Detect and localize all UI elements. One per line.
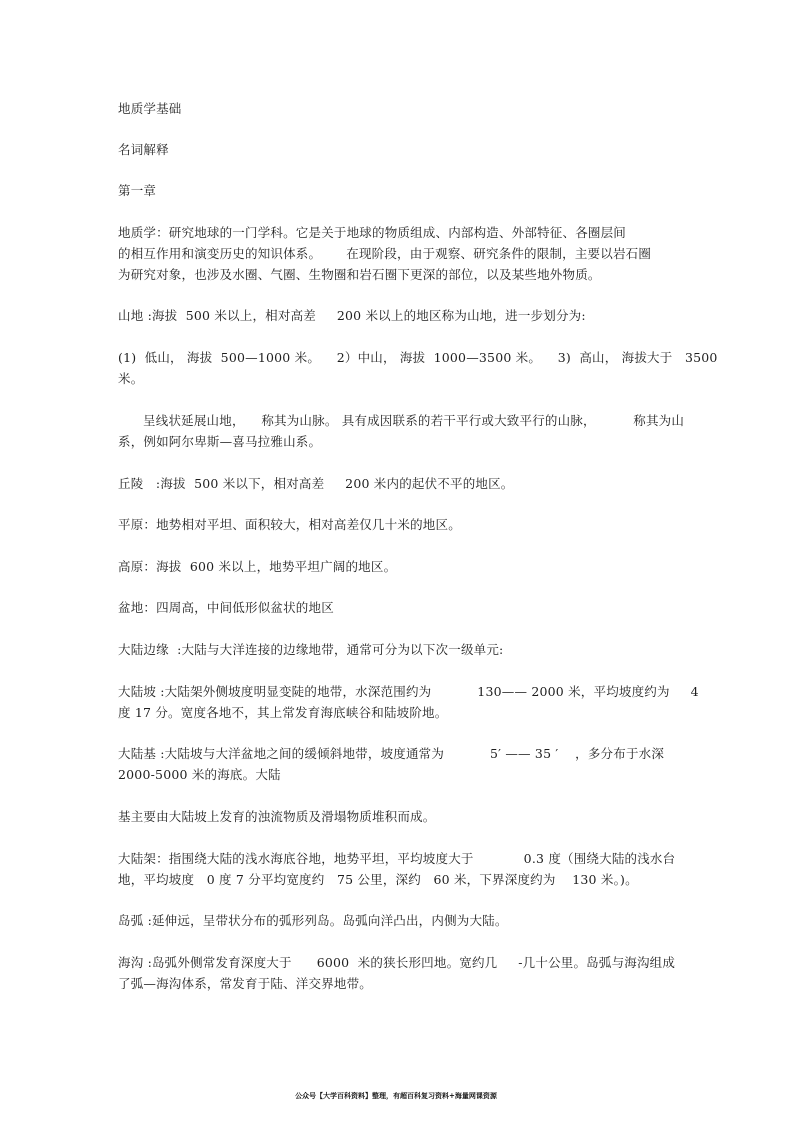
- paragraph-line: (1) 低山， 海拔 500—1000 米。 2）中山， 海拔 1000—3500 米。 3) 高山， 海拔大于 3500: [118, 350, 718, 365]
- paragraph-line: 大陆坡 :大陆架外侧坡度明显变陡的地带，水深范围约为 130—— 2000 米，平均坡度约为 4: [118, 684, 699, 699]
- paragraph-line: 高原：海拔 600 米以上，地势平坦广阔的地区。: [118, 559, 397, 574]
- paragraph-line: 大陆基 :大陆坡与大洋盆地之间的缓倾斜地带，坡度通常为 5′ —— 35 ′ ，多分布于水深: [118, 746, 665, 761]
- paragraph-line: 平原：地势相对平坦、面积较大，相对高差仅几十米的地区。: [118, 517, 461, 532]
- paragraph-line: 地，平均坡度 0 度 7 分平均宽度约 75 公里，深约 60 米，下界深度约为 130 米。)。: [118, 872, 638, 887]
- document-title: 地质学基础: [118, 101, 182, 116]
- paragraph-line: 度 17 分。宽度各地不，其上常发育海底峡谷和陆坡阶地。: [118, 705, 448, 720]
- paragraph-line: 盆地：四周高，中间低形似盆状的地区: [118, 600, 334, 615]
- paragraph-line: 山地 :海拔 500 米以上，相对高差 200 米以上的地区称为山地，进一步划分为:: [118, 308, 586, 323]
- paragraph-line: 大陆架：指围绕大陆的浅水海底谷地，地势平坦，平均坡度大于 0.3 度（围绕大陆的浅水台: [118, 851, 676, 866]
- paragraph-line: 米。: [118, 371, 144, 386]
- chapter-heading: 第一章: [118, 183, 157, 198]
- paragraph-line: 系，例如阿尔卑斯—喜马拉雅山系。: [118, 434, 322, 449]
- page-footer: 公众号【大学百科资料】整理，有超百科复习资料+海量网课资源: [295, 1091, 497, 1100]
- paragraph-line: 基主要由大陆坡上发育的浊流物质及滑塌物质堆积而成。: [118, 809, 436, 824]
- paragraph-line: 的相互作用和演变历史的知识体系。 在现阶段，由于观察、研究条件的限制，主要以岩石圈: [118, 246, 652, 261]
- paragraph-line: 为研究对象，也涉及水圈、气圈、生物圈和岩石圈下更深的部位，以及某些地外物质。: [118, 267, 601, 282]
- paragraph-line: 丘陵 :海拔 500 米以下，相对高差 200 米内的起伏不平的地区。: [118, 476, 514, 491]
- paragraph-line: 大陆边缘 :大陆与大洋连接的边缘地带，通常可分为以下次一级单元:: [118, 642, 504, 657]
- paragraph-line: 岛弧 :延伸远，呈带状分布的弧形列岛。岛弧向洋凸出，内侧为大陆。: [118, 913, 508, 928]
- section-heading: 名词解释: [118, 142, 169, 157]
- paragraph-line: 地质学：研究地球的一门学科。它是关于地球的物质组成、内部构造、外部特征、各圈层间: [118, 225, 627, 240]
- paragraph-line: 2000-5000 米的海底。大陆: [118, 767, 281, 782]
- paragraph-line: 海沟 :岛弧外侧常发育深度大于 6000 米的狭长形凹地。宽约几 -几十公里。岛弧与海沟组成: [118, 955, 676, 970]
- paragraph-line: 了弧—海沟体系，常发育于陆、洋交界地带。: [118, 976, 373, 991]
- paragraph-line: 呈线状延展山地， 称其为山脉。 具有成因联系的若干平行或大致平行的山脉， 称其为山: [118, 413, 685, 428]
